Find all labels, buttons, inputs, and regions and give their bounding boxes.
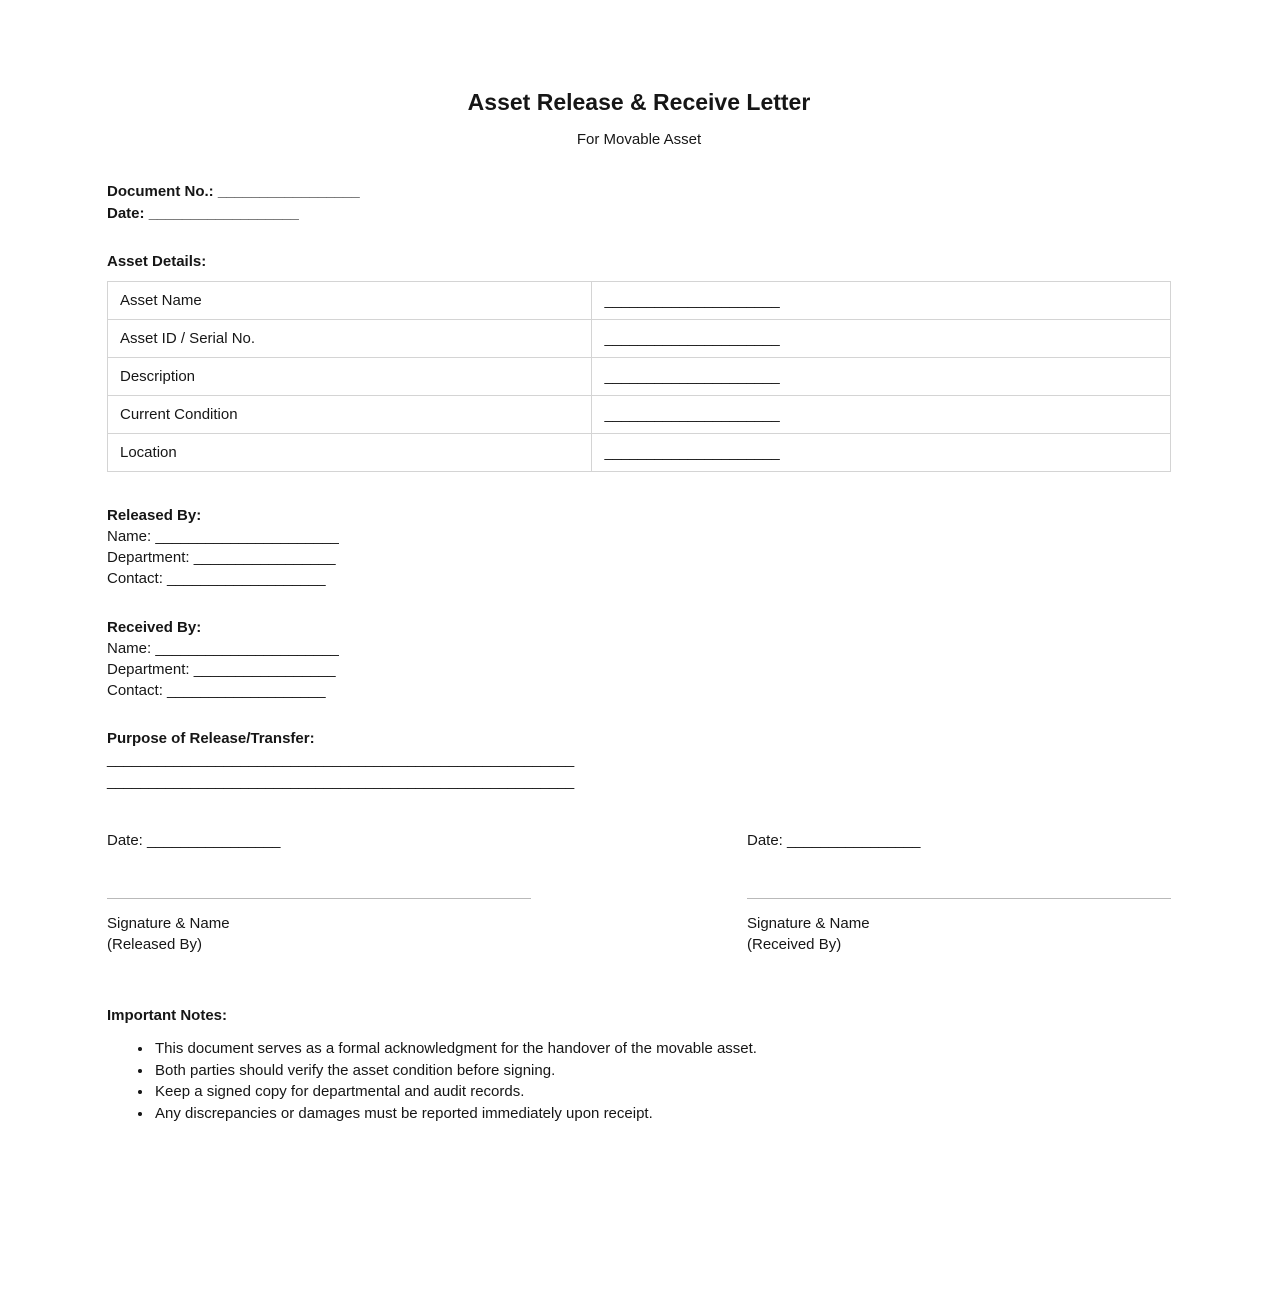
received-name-line xyxy=(107,638,1171,659)
received-signature-block xyxy=(747,830,1171,955)
received-department-blank: _________________ xyxy=(193,661,336,678)
note-item: • This document serves as a formal acknowledgment for the handover of the movable asset. xyxy=(153,1038,1171,1060)
table-row xyxy=(108,282,1171,320)
received-signature-name: Signature & Name xyxy=(747,915,870,932)
page-subtitle: For Movable Asset xyxy=(576,131,702,148)
description-blank: _____________________ xyxy=(592,358,1171,396)
released-name-label: Name: xyxy=(107,528,152,545)
received-date-label: Date: xyxy=(747,832,783,849)
released-contact-blank: ___________________ xyxy=(167,570,326,587)
page-title: Asset Release & Receive Letter xyxy=(467,89,811,115)
received-contact-line xyxy=(107,680,1171,701)
received-by-heading: Received By: xyxy=(107,619,202,636)
released-department-line xyxy=(107,547,1171,568)
released-date-line xyxy=(107,830,531,851)
received-contact-label: Contact: xyxy=(107,682,163,699)
note-item: • Both parties should verify the asset condition before signing. xyxy=(153,1060,1171,1082)
released-department-label: Department: xyxy=(107,549,190,566)
asset-details-heading: Asset Details: xyxy=(107,253,207,270)
table-row xyxy=(108,358,1171,396)
purpose-blank-line: ________________________________________________________ xyxy=(107,773,575,790)
received-date-line xyxy=(747,830,1171,851)
note-item: • Any discrepancies or damages must be reported immediately upon receipt. xyxy=(153,1103,1171,1125)
signature-row xyxy=(107,830,1171,955)
released-signature-block xyxy=(107,830,531,955)
received-contact-blank: ___________________ xyxy=(167,682,326,699)
received-department-line xyxy=(107,659,1171,680)
released-by-heading: Released By: xyxy=(107,507,202,524)
received-signature-role: (Received By) xyxy=(747,936,842,953)
asset-id-blank: _____________________ xyxy=(592,320,1171,358)
released-name-blank: ______________________ xyxy=(155,528,339,545)
location-blank: _____________________ xyxy=(592,434,1171,472)
current-condition-blank: _____________________ xyxy=(592,396,1171,434)
document-no-line xyxy=(107,181,1171,203)
asset-id-label: Asset ID / Serial No. xyxy=(108,320,592,358)
released-signature-name: Signature & Name xyxy=(107,915,230,932)
asset-details-table xyxy=(107,281,1171,472)
notes-heading: Important Notes: xyxy=(107,1007,227,1024)
document-date-blank: __________________ xyxy=(148,205,299,222)
purpose-block xyxy=(107,728,1171,793)
table-row xyxy=(108,396,1171,434)
received-signature-label xyxy=(747,899,1171,955)
received-name-label: Name: xyxy=(107,640,152,657)
released-signature-label xyxy=(107,899,531,955)
description-label: Description xyxy=(108,358,592,396)
received-by-block xyxy=(107,617,1171,701)
location-label: Location xyxy=(108,434,592,472)
document-date-label: Date: xyxy=(107,205,145,222)
document-meta xyxy=(107,181,1171,225)
table-row xyxy=(108,320,1171,358)
document-date-line xyxy=(107,203,1171,225)
released-contact-line xyxy=(107,568,1171,589)
document-no-label: Document No.: xyxy=(107,183,214,200)
purpose-blank-line: ________________________________________________________ xyxy=(107,751,575,768)
purpose-heading: Purpose of Release/Transfer: xyxy=(107,730,315,747)
received-date-blank: ________________ xyxy=(787,832,921,849)
released-signature-role: (Released By) xyxy=(107,936,203,953)
released-department-blank: _________________ xyxy=(193,549,336,566)
asset-name-blank: _____________________ xyxy=(592,282,1171,320)
released-name-line xyxy=(107,526,1171,547)
table-row xyxy=(108,434,1171,472)
notes-block xyxy=(107,1005,1171,1125)
asset-name-label: Asset Name xyxy=(108,282,592,320)
current-condition-label: Current Condition xyxy=(108,396,592,434)
notes-list xyxy=(107,1038,1171,1125)
document-no-blank: _________________ xyxy=(217,183,360,200)
released-by-block xyxy=(107,505,1171,589)
released-contact-label: Contact: xyxy=(107,570,163,587)
released-date-blank: ________________ xyxy=(147,832,281,849)
note-item: • Keep a signed copy for departmental and audit records. xyxy=(153,1081,1171,1103)
received-department-label: Department: xyxy=(107,661,190,678)
released-date-label: Date: xyxy=(107,832,143,849)
received-name-blank: ______________________ xyxy=(155,640,339,657)
